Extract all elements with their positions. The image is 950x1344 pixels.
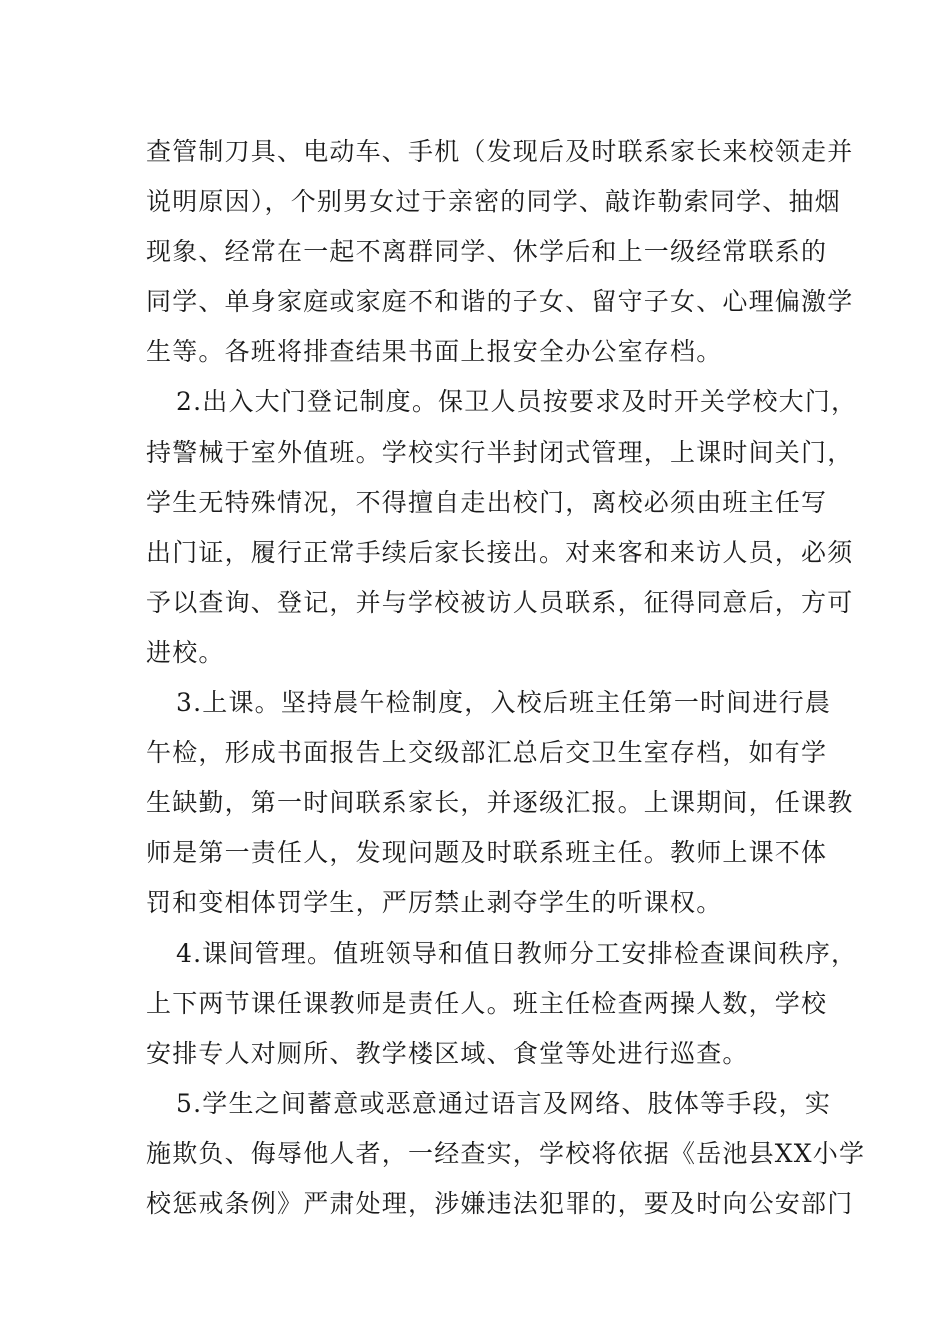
text-line-1: 查管制刀具、电动车、手机（发现后及时联系家长来校领走并 (146, 137, 854, 166)
paragraph-3-start: 3.上课。坚持晨午检制度，入校后班主任第一时间进行晨 (176, 688, 832, 718)
text-line-3: 现象、经常在一起不离群同学、休学后和上一级经常联系的 (146, 237, 828, 267)
text-line-14: 生缺勤，第一时间联系家长，并逐级汇报。上课期间，任课教 (146, 788, 854, 818)
text-line-15: 师是第一责任人，发现问题及时联系班主任。教师上课不体 (146, 838, 828, 868)
text-line-18: 上下两节课任课教师是责任人。班主任检查两操人数，学校 (146, 988, 828, 1018)
paragraph-4-start: 4.课间管理。值班领导和值日教师分工安排检查课间秩序， (176, 938, 858, 968)
text-line-11: 进校。 (146, 637, 225, 667)
document-body (146, 127, 866, 1229)
text-line-19: 安排专人对厕所、教学楼区域、食堂等处进行巡查。 (146, 1038, 749, 1068)
text-line-7: 持警械于室外值班。学校实行半封闭式管理，上课时间关门， (146, 437, 854, 467)
paragraph-5-start: 5.学生之间蓄意或恶意通过语言及网络、肢体等手段，实 (176, 1088, 832, 1118)
text-line-2: 说明原因），个别男女过于亲密的同学、敲诈勒索同学、抽烟 (146, 187, 841, 217)
text-line-9: 出门证，履行正常手续后家长接出。对来客和来访人员，必须 (146, 537, 854, 567)
text-line-10: 予以查询、登记，并与学校被访人员联系，征得同意后，方可 (146, 587, 854, 617)
text-line-22: 校惩戒条例》严肃处理，涉嫌违法犯罪的，要及时向公安部门 (146, 1188, 854, 1218)
text-line-5: 生等。各班将排查结果书面上报安全办公室存档。 (146, 337, 723, 367)
text-line-21: 施欺负、侮辱他人者，一经查实，学校将依据《岳池县XX小学 (146, 1138, 866, 1168)
text-line-16: 罚和变相体罚学生，严厉禁止剥夺学生的听课权。 (146, 888, 723, 918)
text-line-8: 学生无特殊情况，不得擅自走出校门，离校必须由班主任写 (146, 487, 828, 517)
paragraph-2-start: 2.出入大门登记制度。保卫人员按要求及时开关学校大门， (176, 387, 858, 417)
text-line-4: 同学、单身家庭或家庭不和谐的子女、留守子女、心理偏激学 (146, 287, 854, 317)
text-line-13: 午检，形成书面报告上交级部汇总后交卫生室存档，如有学 (146, 738, 828, 768)
